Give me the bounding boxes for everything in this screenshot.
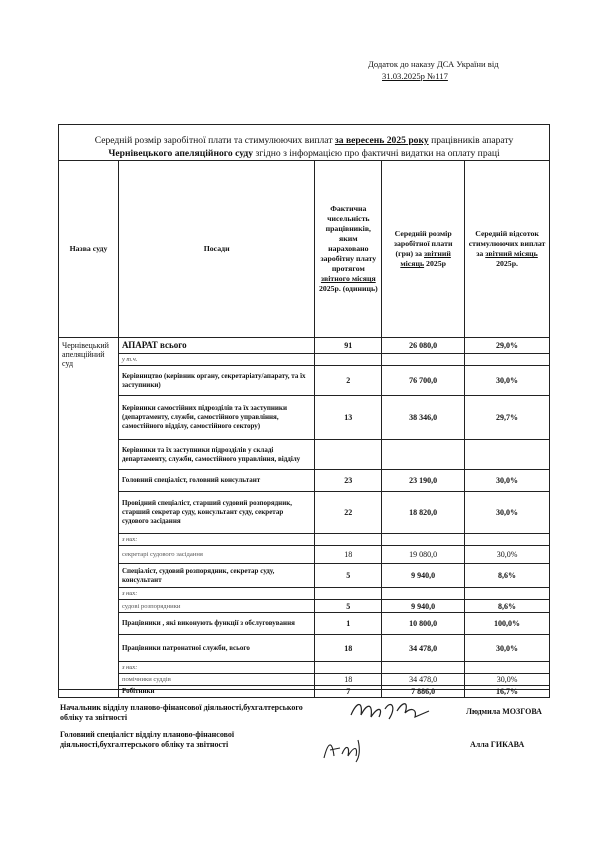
row-salary: 7 886,0	[382, 686, 465, 698]
header-position: Посади	[118, 161, 314, 338]
table-row	[59, 546, 550, 564]
table-row	[59, 470, 550, 492]
row-bonus	[465, 588, 550, 600]
row-bonus: 8,6%	[465, 600, 550, 613]
table-row	[59, 613, 550, 635]
row-salary	[382, 588, 465, 600]
head-signature-image	[345, 697, 435, 727]
row-count: 2	[315, 366, 382, 396]
row-bonus: 16,7%	[465, 686, 550, 698]
table-row	[59, 600, 550, 613]
row-position: Керівництво (керівник органу, секретаріату/апарату, та їх заступники)	[118, 366, 314, 396]
table-row	[59, 354, 550, 366]
row-position: з них:	[118, 588, 314, 600]
row-position: Головний спеціаліст, головний консультант	[118, 470, 314, 492]
table-row	[59, 534, 550, 546]
row-bonus: 30,0%	[465, 470, 550, 492]
appendix-line-2: 31.03.2025р №117	[382, 71, 448, 81]
row-position: судові розпорядники	[118, 600, 314, 613]
row-position: Робітники	[118, 686, 314, 698]
row-count: 18	[315, 546, 382, 564]
row-count: 91	[315, 338, 382, 354]
row-count: 18	[315, 674, 382, 686]
head-name: Людмила МОЗГОВА	[466, 707, 542, 716]
row-salary	[382, 534, 465, 546]
row-salary: 9 940,0	[382, 564, 465, 588]
row-position: Керівники та їх заступники підрозділів у складі департаменту, служби, самостійного управління, відділу	[118, 440, 314, 470]
table-row	[59, 635, 550, 662]
row-salary	[382, 440, 465, 470]
row-salary: 19 080,0	[382, 546, 465, 564]
salary-table	[58, 160, 550, 698]
row-bonus: 8,6%	[465, 564, 550, 588]
row-count: 18	[315, 635, 382, 662]
header-court: Назва суду	[59, 161, 119, 338]
row-salary: 23 190,0	[382, 470, 465, 492]
row-bonus	[465, 440, 550, 470]
row-bonus: 100,0%	[465, 613, 550, 635]
row-count: 22	[315, 492, 382, 534]
appendix-line-1: Додаток до наказу ДСА України від	[368, 59, 499, 69]
row-salary: 10 800,0	[382, 613, 465, 635]
row-bonus: 30,0%	[465, 635, 550, 662]
row-salary: 26 080,0	[382, 338, 465, 354]
row-position: АПАРАТ всього	[118, 338, 314, 354]
row-position: Працівники патронатної служби, всього	[118, 635, 314, 662]
row-position: Провідний спеціаліст, старший судовий розпорядник, старший секретар суду, консультант суду, секретар судового засідання	[118, 492, 314, 534]
header-count: Фактична чисельність працівників, яким нараховано заробітну плату протягом звітного місяця 2025р. (одиниць)	[315, 161, 382, 338]
row-count: 7	[315, 686, 382, 698]
row-count: 13	[315, 396, 382, 440]
table-row	[59, 440, 550, 470]
row-salary: 76 700,0	[382, 366, 465, 396]
row-count	[315, 534, 382, 546]
table-row	[59, 366, 550, 396]
spec-name: Алла ГИКАВА	[470, 740, 525, 749]
title-part-2: працівників апарату	[428, 135, 514, 146]
row-position: Керівники самостійних підрозділів та їх заступники (департаменту, служби, самостійного управління, самостійного відділу, самостійного сектору)	[118, 396, 314, 440]
table-row	[59, 338, 550, 354]
title-part-1: Середній розмір заробітної плати та стимулюючих виплат	[94, 135, 335, 146]
row-bonus	[465, 354, 550, 366]
row-salary	[382, 662, 465, 674]
table-row	[59, 674, 550, 686]
row-count: 1	[315, 613, 382, 635]
row-count: 5	[315, 600, 382, 613]
row-position: секретарі судового засідання	[118, 546, 314, 564]
spec-title: Головний спеціаліст відділу планово-фінансової діяльності,бухгалтерського обліку та звітності	[60, 730, 235, 749]
row-salary: 34 478,0	[382, 674, 465, 686]
row-bonus: 30,0%	[465, 492, 550, 534]
row-bonus: 29,7%	[465, 396, 550, 440]
header-salary: Середній розмір заробітної плати (грн) за звітний місяць 2025р	[382, 161, 465, 338]
row-count: 5	[315, 564, 382, 588]
row-salary	[382, 354, 465, 366]
row-salary: 18 820,0	[382, 492, 465, 534]
row-count	[315, 662, 382, 674]
row-position: з них:	[118, 662, 314, 674]
row-position: з них:	[118, 534, 314, 546]
row-count: 23	[315, 470, 382, 492]
header-bonus: Середній відсоток стимулюючих виплат за звітний місяць 2025р.	[465, 161, 550, 338]
row-count	[315, 440, 382, 470]
table-row	[59, 396, 550, 440]
row-position: Працівники , які виконують функції з обслуговування	[118, 613, 314, 635]
row-position: у т.ч.	[118, 354, 314, 366]
title-part-3: згідно з інформацією про фактичні видатки на оплату праці	[253, 148, 500, 159]
table-row	[59, 662, 550, 674]
row-salary: 34 478,0	[382, 635, 465, 662]
report-title	[60, 134, 548, 160]
row-salary: 9 940,0	[382, 600, 465, 613]
row-bonus	[465, 534, 550, 546]
spec-signature-image	[320, 732, 370, 764]
row-salary: 38 346,0	[382, 396, 465, 440]
row-count	[315, 588, 382, 600]
row-position: помічники суддів	[118, 674, 314, 686]
appendix-note	[368, 58, 568, 82]
court-name: Чернівецький апеляційний суд	[59, 338, 119, 698]
row-count	[315, 354, 382, 366]
title-period: за вересень 2025 року	[334, 135, 429, 146]
row-bonus: 30,0%	[465, 674, 550, 686]
table-row	[59, 492, 550, 534]
header-row	[59, 161, 550, 338]
title-court: Чернівецького апеляційного суду	[108, 148, 254, 159]
row-bonus: 30,0%	[465, 546, 550, 564]
table-row	[59, 686, 550, 698]
head-title: Начальник відділу планово-фінансової діяльності,бухгалтерського обліку та звітності	[60, 703, 303, 722]
table-row	[59, 564, 550, 588]
row-bonus: 29,0%	[465, 338, 550, 354]
row-bonus: 30,0%	[465, 366, 550, 396]
row-bonus	[465, 662, 550, 674]
table-row	[59, 588, 550, 600]
row-position: Спеціаліст, судовий розпорядник, секретар суду, консультант	[118, 564, 314, 588]
